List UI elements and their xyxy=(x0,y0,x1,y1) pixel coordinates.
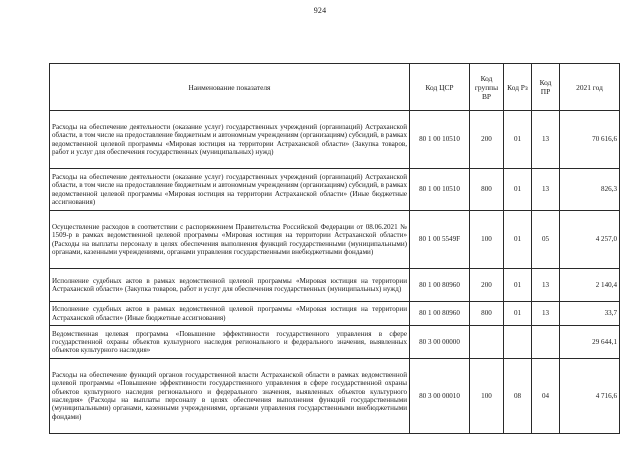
header-rz: Код Рз xyxy=(504,64,532,111)
row-pr: 13 xyxy=(532,302,560,326)
row-pr: 13 xyxy=(532,111,560,169)
header-csr: Код ЦСР xyxy=(410,64,470,111)
row-pr: 13 xyxy=(532,269,560,302)
row-pr xyxy=(532,326,560,359)
row-name: Расходы на обеспечение функций органов государственной власти Астраханской области в рамках ведомственной целевой программы «Повышение эффективности государственного управления в сфере государственной охраны объектов культурного наследия регионального и федерального значения, выявленных объектов культурного наследия» (Расходы на выплаты персоналу в целях обеспечения выполнения функций государственными (муниципальными) органами, казенными учреждениями, органами управления государственными внебюджетными фондами) xyxy=(50,359,410,434)
header-vr: Код группы ВР xyxy=(470,64,504,111)
table-row xyxy=(50,111,620,169)
row-vr: 200 xyxy=(470,111,504,169)
table-row xyxy=(50,359,620,434)
row-name: Расходы на обеспечение деятельности (оказание услуг) государственных учреждений (организаций) Астраханской области, в том числе на предоставление бюджетным и автономным учреждениям (организациям) субсидий, в рамках ведомственной целевой программы «Мировая юстиция на территории Астраханской области» (Иные бюджетные ассигнования) xyxy=(50,169,410,211)
row-amount: 826,3 xyxy=(560,169,620,211)
row-csr: 80 1 00 10510 xyxy=(410,169,470,211)
table-row xyxy=(50,269,620,302)
row-name: Расходы на обеспечение деятельности (оказание услуг) государственных учреждений (организаций) Астраханской области, в том числе на предоставление бюджетным и автономным учреждениям (организациям) субсидий, в рамках ведомственной целевой программы «Мировая юстиция на территории Астраханской области» (Закупка товаров, работ и услуг для обеспечения государственных (муниципальных) нужд) xyxy=(50,111,410,169)
row-csr: 80 3 00 00000 xyxy=(410,326,470,359)
header-name: Наименование показателя xyxy=(50,64,410,111)
row-pr: 04 xyxy=(532,359,560,434)
row-amount: 4 716,6 xyxy=(560,359,620,434)
row-rz: 01 xyxy=(504,111,532,169)
budget-table xyxy=(49,63,620,434)
page-number: 924 xyxy=(313,6,327,15)
row-name: Осуществление расходов в соответствии с распоряжением Правительства Российской Федерации от 08.06.2021 № 1509-р в рамках ведомственной целевой программы «Мировая юстиция на территории Астраханской области» (Расходы на выплаты персоналу в целях обеспечения выполнения функций государственными (муниципальными) органами, казенными учреждениями, органами управления государственными внебюджетными фондами) xyxy=(50,211,410,269)
row-pr: 13 xyxy=(532,169,560,211)
row-amount: 2 140,4 xyxy=(560,269,620,302)
header-year: 2021 год xyxy=(560,64,620,111)
table-row xyxy=(50,326,620,359)
header-pr: Код ПР xyxy=(532,64,560,111)
row-vr: 800 xyxy=(470,169,504,211)
row-rz xyxy=(504,326,532,359)
row-rz: 01 xyxy=(504,302,532,326)
row-vr: 800 xyxy=(470,302,504,326)
row-vr: 100 xyxy=(470,359,504,434)
table-header-row xyxy=(50,64,620,111)
row-name: Исполнение судебных актов в рамках ведомственной целевой программы «Мировая юстиция на территории Астраханской области» (Закупка товаров, работ и услуг для обеспечения государственных (муниципальных) нужд) xyxy=(50,269,410,302)
row-amount: 4 257,0 xyxy=(560,211,620,269)
row-rz: 01 xyxy=(504,269,532,302)
row-name: Ведомственная целевая программа «Повышение эффективности государственного управления в сфере государственной охраны объектов культурного наследия регионального и федерального значения, выявленных объектов культурного наследия» xyxy=(50,326,410,359)
row-csr: 80 1 00 5549F xyxy=(410,211,470,269)
row-amount: 29 644,1 xyxy=(560,326,620,359)
row-vr xyxy=(470,326,504,359)
row-rz: 08 xyxy=(504,359,532,434)
row-csr: 80 1 00 80960 xyxy=(410,269,470,302)
row-rz: 01 xyxy=(504,169,532,211)
row-vr: 100 xyxy=(470,211,504,269)
row-pr: 05 xyxy=(532,211,560,269)
row-csr: 80 1 00 10510 xyxy=(410,111,470,169)
row-name: Исполнение судебных актов в рамках ведомственной целевой программы «Мировая юстиция на территории Астраханской области» (Иные бюджетные ассигнования) xyxy=(50,302,410,326)
table-row xyxy=(50,169,620,211)
row-csr: 80 1 00 80960 xyxy=(410,302,470,326)
row-amount: 70 616,6 xyxy=(560,111,620,169)
table-row xyxy=(50,211,620,269)
table-row xyxy=(50,302,620,326)
row-csr: 80 3 00 00010 xyxy=(410,359,470,434)
row-rz: 01 xyxy=(504,211,532,269)
row-vr: 200 xyxy=(470,269,504,302)
row-amount: 33,7 xyxy=(560,302,620,326)
